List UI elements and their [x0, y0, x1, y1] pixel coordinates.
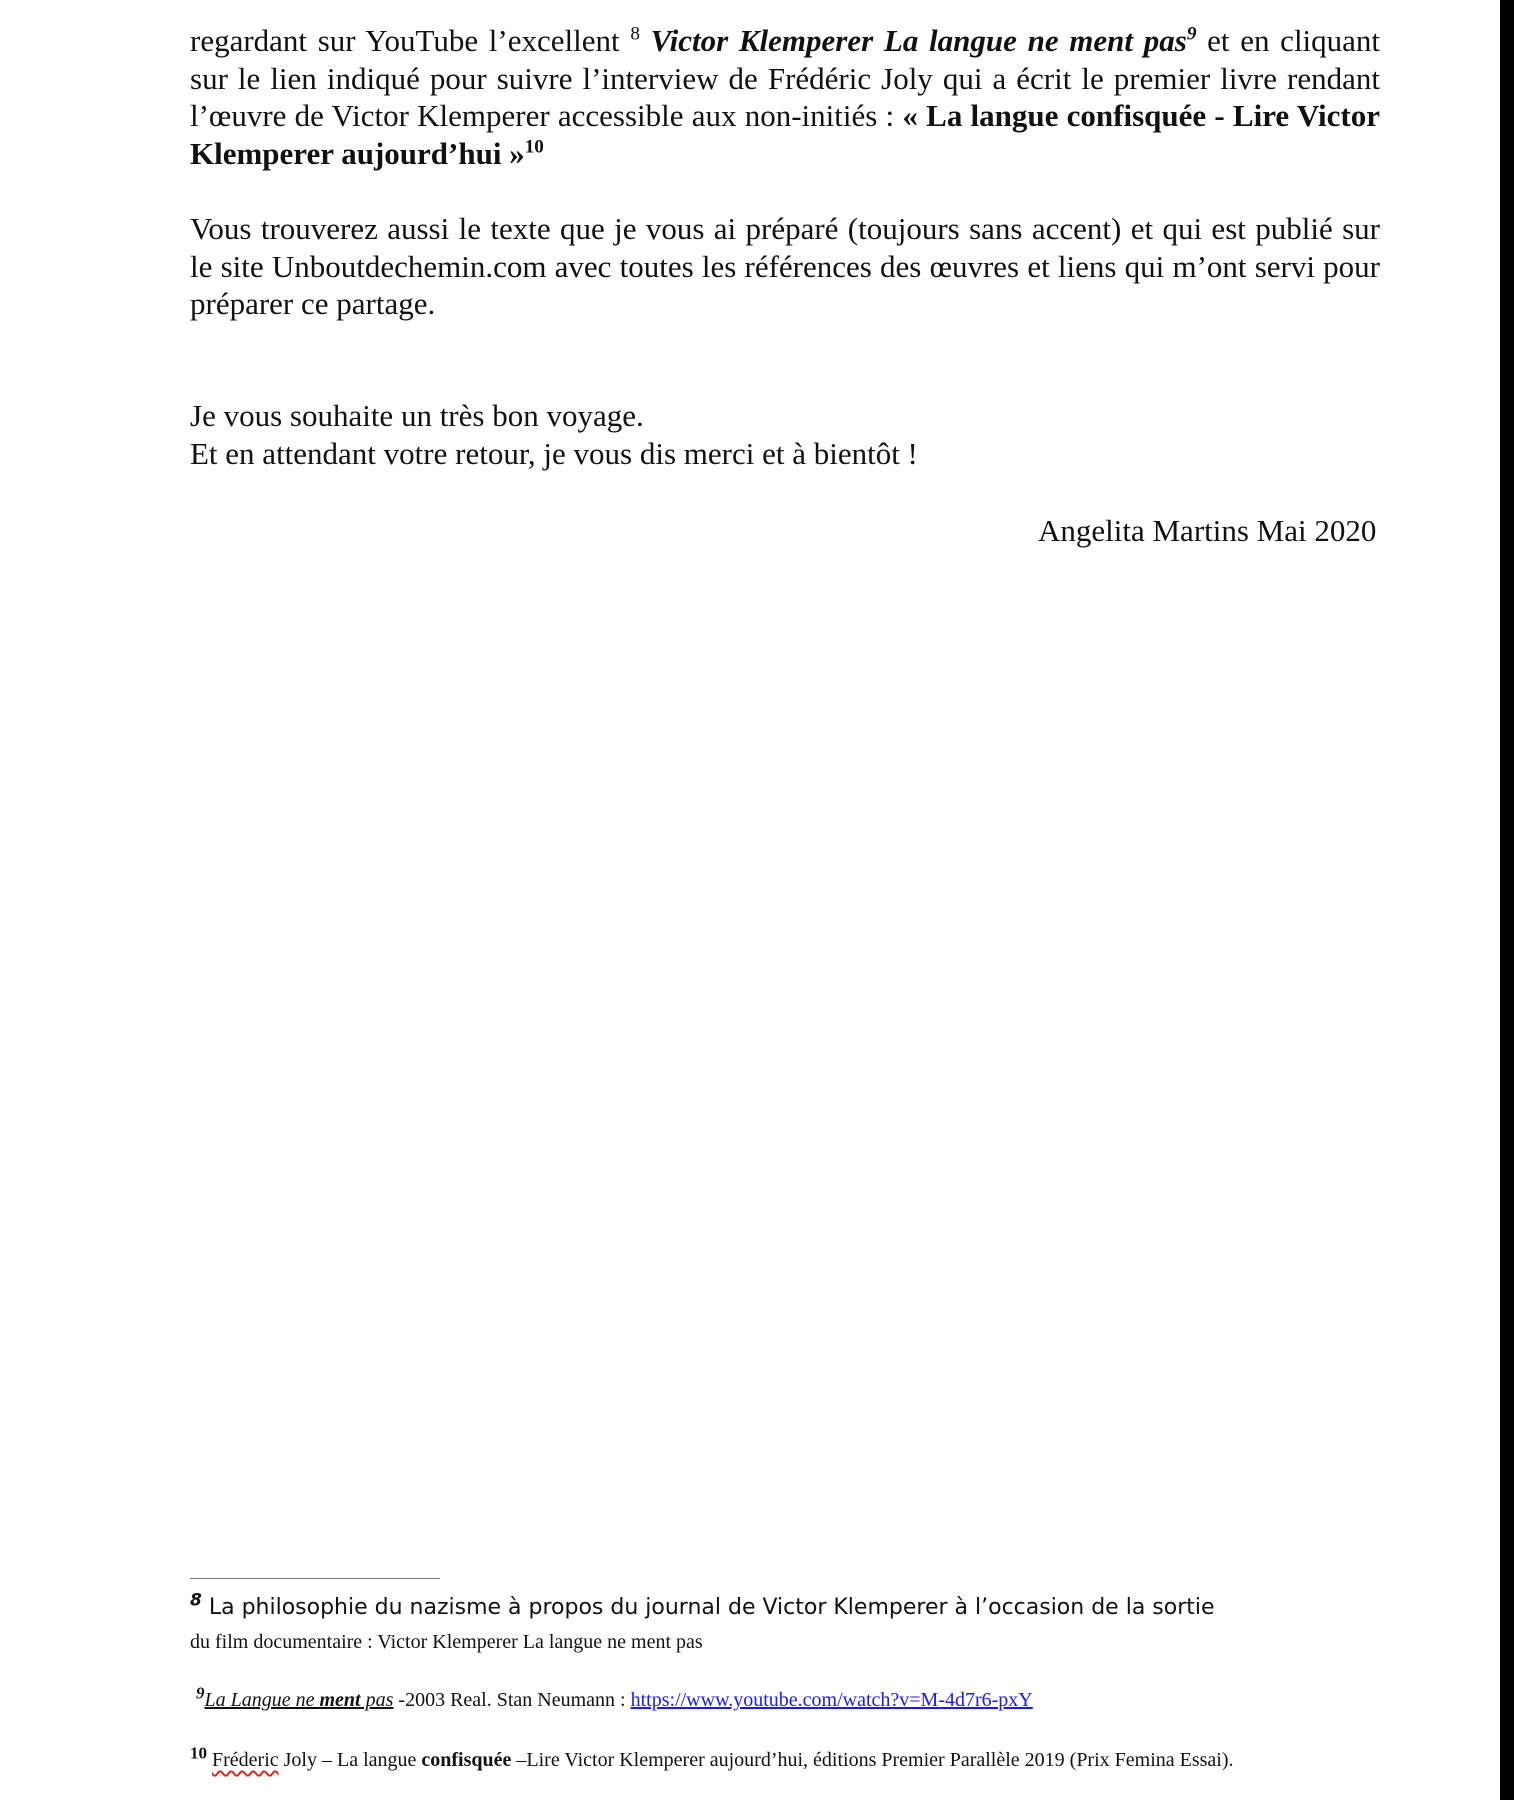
footnote-8-text-1: La philosophie du nazisme à propos du journal de Victor Klemperer à l’occasion de la sortie: [208, 1595, 1215, 1620]
paragraph-youtube: [190, 22, 1380, 172]
footnote-10-text-a: Joly – La langue: [278, 1749, 422, 1771]
footnote-10-author[interactable]: Fréderic: [212, 1749, 279, 1771]
footnote-9: [196, 1683, 1033, 1714]
footnote-9-title-a: La Langue ne: [204, 1689, 320, 1711]
para1-text-b: et en cliquant sur le lien indiqué pour suivre l’interview de Frédéric Joly qui a écrit le premier livre rendant l’œuvre de Victor Klemperer accessible aux non-initiés :: [190, 23, 1381, 133]
footnote-9-mark: 9: [196, 1683, 205, 1703]
footnote-separator: [190, 1578, 440, 1579]
footnote-9-text: -2003 Real. Stan Neumann :: [393, 1689, 631, 1711]
footnote-10-text-c: –Lire Victor Klemperer aujourd’hui, éditions Premier Parallèle 2019 (Prix Femina Essai).: [511, 1749, 1234, 1771]
footnote-ref-9[interactable]: 9: [1186, 23, 1197, 45]
film-title: Victor Klemperer La langue ne ment pas: [650, 23, 1187, 58]
footnote-9-title-c: pas: [360, 1689, 394, 1711]
closing-line-2: Et en attendant votre retour, je vous dis merci et à bientôt !: [190, 436, 918, 471]
footnote-10: [190, 1743, 1234, 1774]
closing-line-1: Je vous souhaite un très bon voyage.: [190, 398, 644, 433]
footnote-10-text-b: confisquée: [421, 1749, 512, 1771]
footnote-ref-10[interactable]: 10: [524, 136, 544, 158]
para1-text-a: regardant sur YouTube l’excellent: [190, 23, 620, 58]
footnote-8-mark: 8: [190, 1590, 202, 1611]
footnote-ref-8[interactable]: 8: [630, 23, 640, 45]
footnote-8-line-2: du film documentaire : Victor Klemperer La langue ne ment pas: [190, 1631, 703, 1653]
footnote-9-title-b: ment: [319, 1689, 361, 1711]
footnote-8-line-1: [190, 1590, 1215, 1623]
signature: Angelita Martins Mai 2020: [1038, 513, 1377, 548]
footnote-10-mark: 10: [190, 1743, 207, 1763]
paragraph-site: Vous trouverez aussi le texte que je vous ai préparé (toujours sans accent) et qui est publié sur le site Unboutdechemin.com avec toutes les références des œuvres et liens qui m’ont servi pour préparer ce partage.: [190, 211, 1380, 321]
book-title: « La langue confisquée - Lire Victor Klemperer aujourd’hui »: [190, 98, 1381, 171]
youtube-link[interactable]: https://www.youtube.com/watch?v=M-4d7r6-pxY: [630, 1689, 1033, 1711]
